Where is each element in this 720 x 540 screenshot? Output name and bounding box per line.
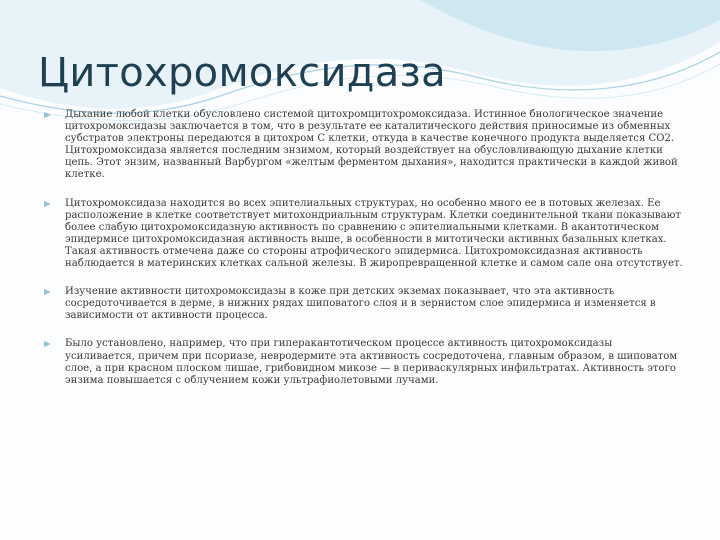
bullet-item	[44, 338, 684, 386]
bullet-list	[44, 109, 684, 387]
bullet-item	[44, 286, 684, 322]
bullet-marker-icon	[44, 112, 51, 118]
bullet-marker-icon	[44, 341, 51, 347]
bullet-text: Было установлено, например, что при гиперакантотическом процессе активность цитохромоксидазы усиливается, причем при псориазе, невродермите эта активность сосредоточена, главным образом, в шиповатом слое, а при красном плоском лишае, грибовидном микозе — в периваскулярных инфильтратах. Активность этого энзима повышается с облучением кожи ультрафиолетовыми лучами.	[65, 338, 678, 386]
bullet-item	[44, 109, 684, 182]
bullet-item	[44, 198, 684, 271]
bullet-text: Цитохромоксидаза находится во всех эпителиальных структурах, но особенно много ее в потовых железах. Ее расположение в клетке соответствует митохондриальным структурам. Клетки соединительной ткани показывают более слабую цитохромоксидазную активность по сравнению с эпителиальными клетками. В акантотическом эпидермисе цитохромоксидазная активность выше, в особенности в митотически активных базальных клетках. Такая активность отмечена даже со стороны атрофического эпидермиса. Цитохромоксидазная активность наблюдается в материнских клетках сальной железы. В жиропревращенной клетке и самом сале она отсутствует.	[65, 197, 683, 270]
bullet-marker-icon	[44, 289, 51, 295]
bullet-text: Изучение активности цитохромоксидазы в коже при детских экземах показывает, что эта активность сосредоточивается в дерме, в нижних рядах шиповатого слоя и в зернистом слое эпидермиса и изменяется в зависимости от активности процесса.	[65, 286, 656, 322]
bullet-marker-icon	[44, 201, 51, 207]
bullet-text: Дыхание любой клетки обусловлено системой цитохромцитохромоксидаза. Истинное биологическое значение цитохромоксидазы заключается в том, что в результате ее каталитического действия приносимые из обменных субстратов электроны передаются в цитохром С клетки, откуда в качестве конечного продукта выделяется СО2. Цитохромоксидаза является последним знзимом, который воздействует на обусловливающую дыхание клетки цепь. Этот энзим, названный Варбургом «желтым ферментом дыхания», находится практически в каждой живой клетке.	[65, 109, 678, 181]
slide-title: Цитохромоксидаза	[38, 50, 446, 96]
